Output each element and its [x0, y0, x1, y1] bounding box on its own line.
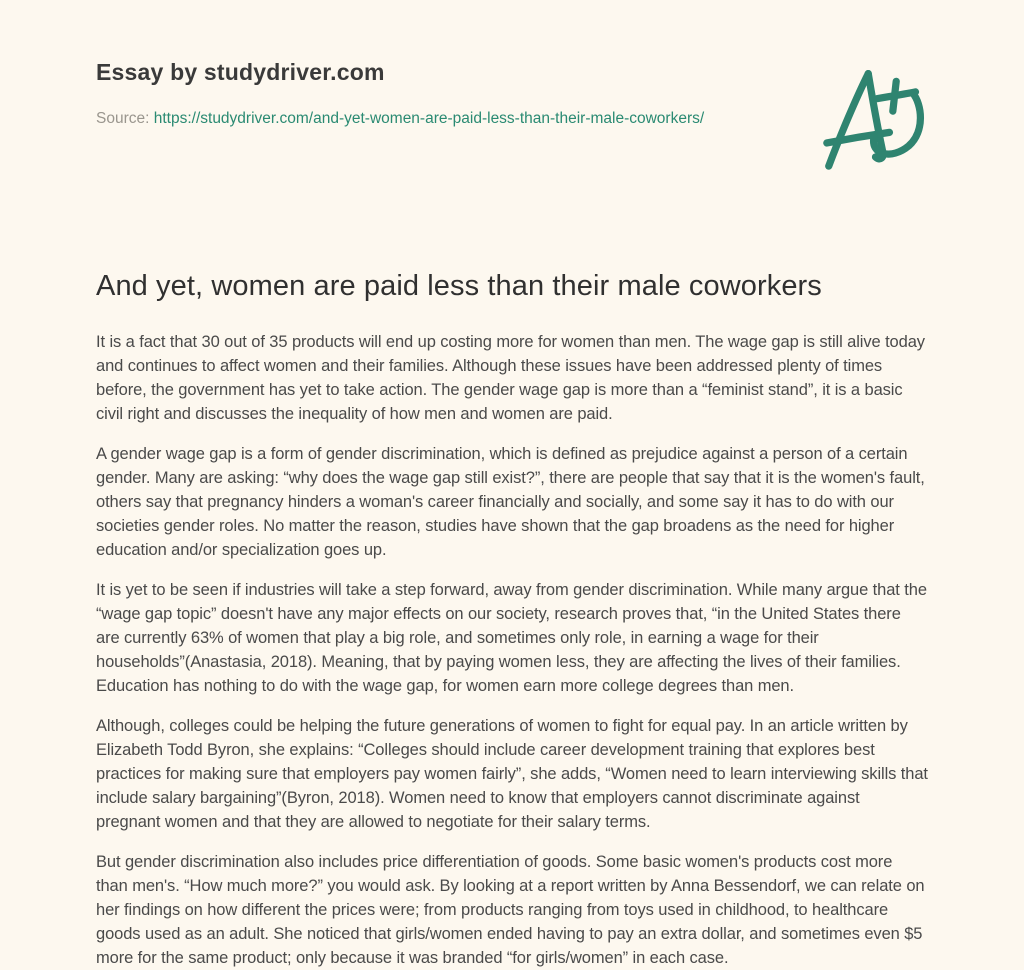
essay-paragraph: But gender discrimination also includes price differentiation of goods. Some basic women's products cost more than men's. “How much more?” you would ask. By looking at a report written by Anna Bessendorf, we can relate on her findings on how different the prices were; from products ranging from toys used in childhood, to healthcare goods used as an adult. She noticed that girls/women ended having to pay an extra dollar, and sometimes even $5 more for the same product; only because it was branded “for girls/women” in each case.: [96, 852, 925, 967]
source-line: [96, 106, 704, 131]
site-title: Essay by studydriver.com: [96, 59, 385, 85]
source-link[interactable]: https://studydriver.com/and-yet-women-are-paid-less-than-their-male-coworkers/: [153, 109, 705, 127]
essay-paragraph: It is yet to be seen if industries will take a step forward, away from gender discrimination. While many argue that the “wage gap topic” doesn't have any major effects on our society, research proves that, “in the United States there are currently 63% of women that play a big role, and sometimes only role, in earning a wage for their households”(Anastasia, 2018). Meaning, that by paying women less, they are affecting the lives of their families. Education has nothing to do with the wage gap, for women earn more college degrees than men.: [96, 580, 927, 695]
essay-paragraph: It is a fact that 30 out of 35 products will end up costing more for women than men. The wage gap is still alive today and continues to affect women and their families. Although these issues have been addressed plenty of times before, the government has yet to take action. The gender wage gap is more than a “feminist stand”, it is a basic civil right and discusses the inequality of how men and women are paid.: [96, 332, 925, 423]
page-header: [96, 58, 928, 172]
essay-paragraph: Although, colleges could be helping the future generations of women to fight for equal pay. In an article written by Elizabeth Todd Byron, she explains: “Colleges should include career development training that explores best practices for making sure that employers pay women fairly”, she adds, “Women need to learn interviewing skills that include salary bargaining”(Byron, 2018). Women need to know that employers cannot discriminate against pregnant women and that they are allowed to negotiate for their salary terms.: [96, 716, 928, 831]
a-plus-logo-icon: [822, 60, 928, 172]
essay-main: [96, 268, 928, 970]
essay-paragraph: A gender wage gap is a form of gender discrimination, which is defined as prejudice against a person of a certain gender. Many are asking: “why does the wage gap still exist?”, there are people that say that it is the women's fault, others say that pregnancy hinders a woman's career financially and socially, and some say it has to do with our societies gender roles. No matter the reason, studies have shown that the gap broadens as the need for higher education and/or specialization goes up.: [96, 444, 925, 559]
essay-body: [96, 330, 928, 970]
essay-title: And yet, women are paid less than their male coworkers: [96, 270, 822, 302]
header-text-block: [96, 58, 704, 131]
source-label: Source:: [96, 109, 150, 127]
